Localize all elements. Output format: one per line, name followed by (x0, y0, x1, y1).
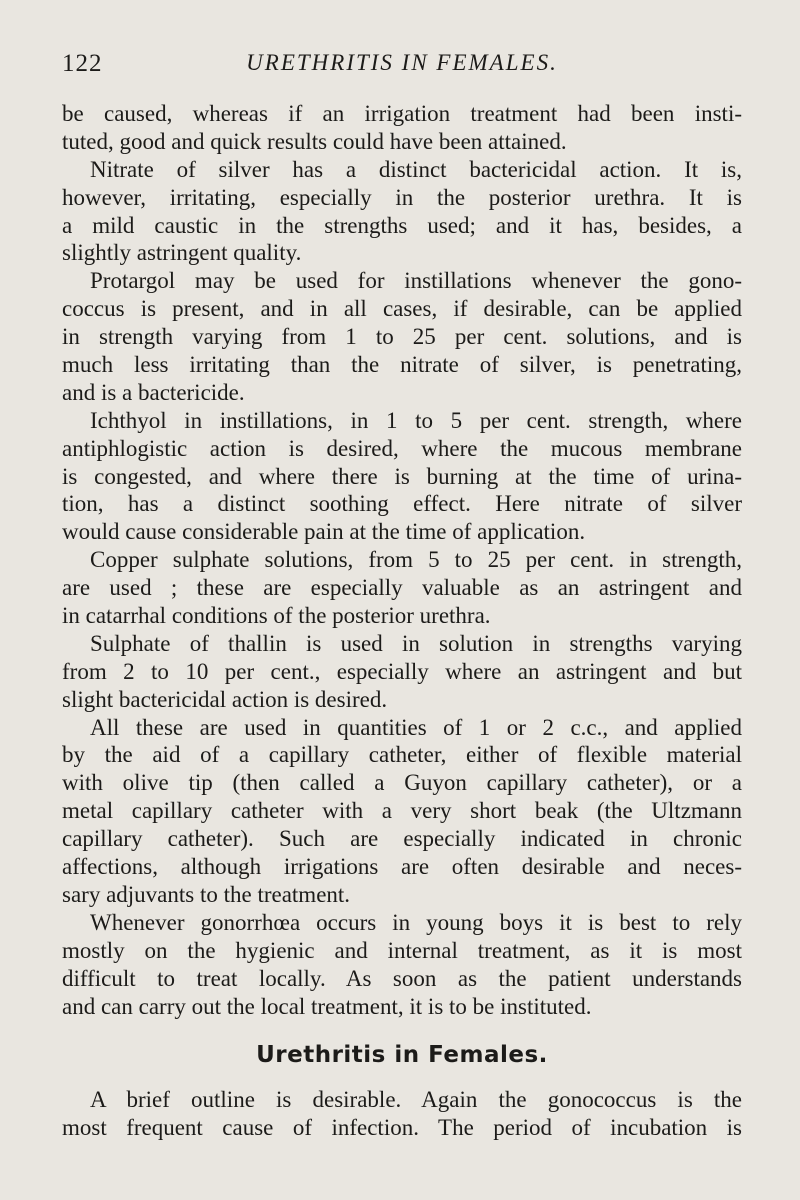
text-line: much less irritating than the nitrate of silver, is penetrating, (62, 352, 742, 378)
text-line: tuted, good and quick results could have been attained. (62, 128, 567, 154)
text-line: would cause considerable pain at the time of application. (62, 519, 586, 545)
text-line: Whenever gonorrhœa occurs in young boys it is best to rely (90, 909, 742, 935)
text-line: capillary catheter). Such are especially indicated in chronic (62, 826, 742, 852)
text-line: by the aid of a capillary catheter, either of flexible material (62, 742, 742, 768)
text-line: difficult to treat locally. As soon as the patient understands (62, 965, 742, 991)
text-line: Ichthyol in instillations, in 1 to 5 per cent. strength, where (90, 407, 742, 433)
text-line: with olive tip (then called a Guyon capillary catheter), or a (62, 770, 742, 796)
text-line: slightly astringent quality. (62, 240, 302, 266)
text-line: is congested, and where there is burning at the time of urina- (62, 463, 742, 489)
body-text (62, 100, 742, 1142)
running-title: URETHRITIS IN FEMALES. (246, 50, 558, 75)
text-line: antiphlogistic action is desired, where the mucous membrane (62, 435, 742, 461)
text-line: and is a bactericide. (62, 379, 245, 405)
running-head (62, 50, 742, 82)
text-line: A brief outline is desirable. Again the gonococcus is the (90, 1087, 742, 1113)
text-line: metal capillary catheter with a very short beak (the Ultzmann (62, 798, 742, 824)
text-line: and can carry out the local treatment, it is to be instituted. (62, 993, 592, 1019)
text-line: are used ; these are especially valuable as an astringent and (62, 575, 742, 601)
text-line: tion, has a distinct soothing effect. Here nitrate of silver (62, 491, 742, 517)
text-line: Protargol may be used for instillations whenever the gono- (90, 268, 742, 294)
text-line: Nitrate of silver has a distinct bactericidal action. It is, (90, 156, 742, 182)
text-line: from 2 to 10 per cent., especially where an astringent and but (62, 658, 742, 684)
text-line: Copper sulphate solutions, from 5 to 25 per cent. in strength, (90, 547, 742, 573)
text-line: in catarrhal conditions of the posterior urethra. (62, 603, 491, 629)
text-line: sary adjuvants to the treatment. (62, 881, 351, 907)
text-line: coccus is present, and in all cases, if desirable, can be applied (62, 296, 742, 322)
text-line: slight bactericidal action is desired. (62, 686, 388, 712)
page-number: 122 (62, 50, 103, 77)
text-line: Sulphate of thallin is used in solution in strengths varying (90, 630, 742, 656)
section-heading: Urethritis in Females. (256, 1042, 548, 1069)
text-line: be caused, whereas if an irrigation treatment had been insti- (62, 101, 742, 126)
text-line: mostly on the hygienic and internal treatment, as it is most (62, 937, 742, 963)
text-line: affections, although irrigations are often desirable and neces- (62, 854, 742, 880)
text-line: a mild caustic in the strengths used; and it has, besides, a (62, 212, 742, 238)
text-line: however, irritating, especially in the posterior urethra. It is (62, 184, 742, 210)
text-line: most frequent cause of infection. The period of incubation is (62, 1115, 742, 1141)
text-line: in strength varying from 1 to 25 per cent. solutions, and is (62, 324, 742, 350)
text-line: All these are used in quantities of 1 or 2 c.c., and applied (90, 714, 742, 740)
